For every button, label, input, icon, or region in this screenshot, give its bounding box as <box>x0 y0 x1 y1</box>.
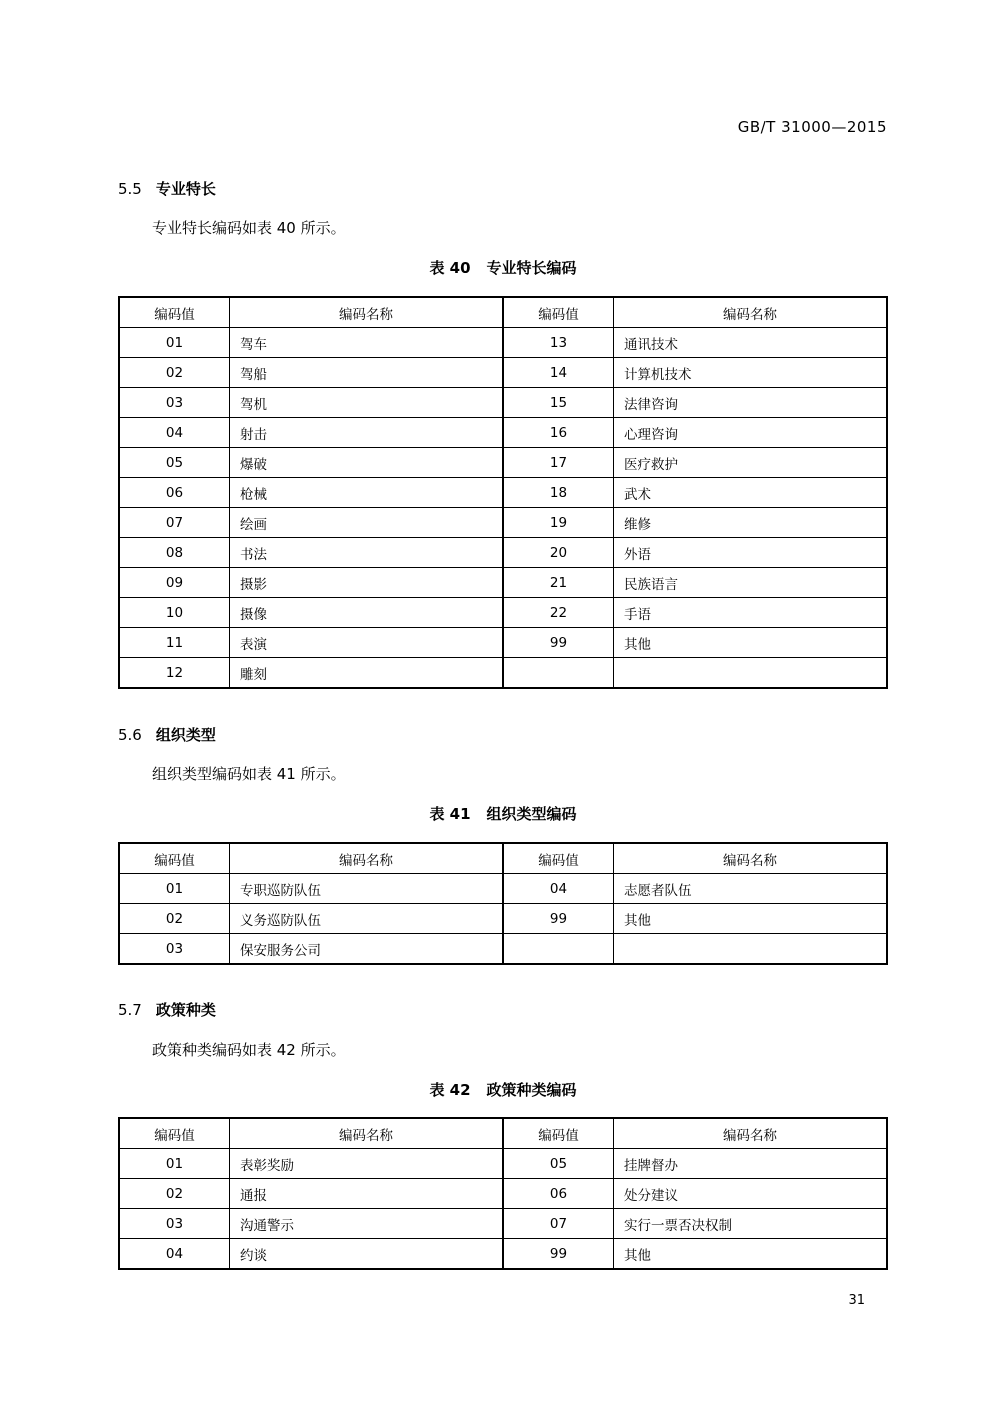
cell-code-value: 99 <box>503 904 614 934</box>
cell-code-value: 13 <box>503 328 614 358</box>
cell-code-value: 21 <box>503 568 614 598</box>
cell-code-name: 沟通警示 <box>230 1209 503 1239</box>
table-row <box>119 1209 887 1239</box>
table-row <box>119 628 887 658</box>
cell-code-value: 03 <box>119 934 230 965</box>
cell-code-value: 07 <box>119 508 230 538</box>
cell-code-value: 03 <box>119 1209 230 1239</box>
table-caption <box>118 257 888 278</box>
code-table-42 <box>118 1117 888 1270</box>
cell-code-name: 枪械 <box>230 478 503 508</box>
cell-code-name: 通讯技术 <box>614 328 887 358</box>
header-code-value: 编码值 <box>503 297 614 328</box>
cell-code-value <box>503 658 614 689</box>
cell-code-name: 摄影 <box>230 568 503 598</box>
section-number: 5.5 <box>118 180 142 198</box>
cell-code-value: 99 <box>503 1239 614 1270</box>
page-number: 31 <box>848 1293 865 1308</box>
cell-code-name: 实行一票否决权制 <box>614 1209 887 1239</box>
header-code-value: 编码值 <box>119 843 230 874</box>
cell-code-name: 处分建议 <box>614 1179 887 1209</box>
section-title: 专业特长 <box>155 180 216 198</box>
cell-code-value: 17 <box>503 448 614 478</box>
cell-code-value: 18 <box>503 478 614 508</box>
cell-code-value: 01 <box>119 874 230 904</box>
table-row <box>119 568 887 598</box>
cell-code-name: 挂牌督办 <box>614 1149 887 1179</box>
cell-code-value: 02 <box>119 1179 230 1209</box>
cell-code-value: 16 <box>503 418 614 448</box>
cell-code-value: 06 <box>503 1179 614 1209</box>
cell-code-value: 02 <box>119 904 230 934</box>
cell-code-name: 保安服务公司 <box>230 934 503 965</box>
cell-code-value: 14 <box>503 358 614 388</box>
cell-code-name: 义务巡防队伍 <box>230 904 503 934</box>
cell-code-value: 99 <box>503 628 614 658</box>
cell-code-value: 19 <box>503 508 614 538</box>
cell-code-value: 01 <box>119 1149 230 1179</box>
table-row <box>119 508 887 538</box>
table-caption <box>118 803 888 824</box>
cell-code-name: 心理咨询 <box>614 418 887 448</box>
cell-code-value: 02 <box>119 358 230 388</box>
cell-code-name: 爆破 <box>230 448 503 478</box>
cell-code-value: 09 <box>119 568 230 598</box>
cell-code-value: 06 <box>119 478 230 508</box>
cell-code-value <box>503 934 614 965</box>
cell-code-value: 04 <box>119 1239 230 1270</box>
cell-code-name: 射击 <box>230 418 503 448</box>
table-row <box>119 1239 887 1270</box>
table-number: 表 41 <box>429 805 471 823</box>
section-intro: 组织类型编码如表 41 所示。 <box>152 765 346 783</box>
cell-code-value: 04 <box>119 418 230 448</box>
table-header-row <box>119 1118 887 1149</box>
cell-code-name: 通报 <box>230 1179 503 1209</box>
code-table-40 <box>118 296 888 689</box>
cell-code-value: 03 <box>119 388 230 418</box>
cell-code-name: 其他 <box>614 628 887 658</box>
cell-code-name: 雕刻 <box>230 658 503 689</box>
cell-code-value: 05 <box>119 448 230 478</box>
table-header-row <box>119 297 887 328</box>
table-row <box>119 388 887 418</box>
cell-code-name: 民族语言 <box>614 568 887 598</box>
table-row <box>119 418 887 448</box>
table-row <box>119 478 887 508</box>
cell-code-value: 08 <box>119 538 230 568</box>
section-title: 政策种类 <box>155 1001 216 1019</box>
table-title: 专业特长编码 <box>486 259 577 277</box>
cell-code-name: 驾机 <box>230 388 503 418</box>
cell-code-value: 12 <box>119 658 230 689</box>
cell-code-name: 专职巡防队伍 <box>230 874 503 904</box>
section-intro: 政策种类编码如表 42 所示。 <box>152 1041 346 1059</box>
table-row <box>119 658 887 689</box>
cell-code-name: 其他 <box>614 1239 887 1270</box>
header-code-value: 编码值 <box>119 297 230 328</box>
section-heading-5-7 <box>118 999 216 1020</box>
table-row <box>119 538 887 568</box>
cell-code-name: 医疗救护 <box>614 448 887 478</box>
table-header-row <box>119 843 887 874</box>
table-row <box>119 874 887 904</box>
cell-code-name: 外语 <box>614 538 887 568</box>
cell-code-name: 武术 <box>614 478 887 508</box>
header-code-name: 编码名称 <box>230 843 503 874</box>
table-title: 政策种类编码 <box>486 1081 577 1099</box>
cell-code-value: 22 <box>503 598 614 628</box>
header-code-value: 编码值 <box>503 843 614 874</box>
cell-code-name: 书法 <box>230 538 503 568</box>
table-row <box>119 598 887 628</box>
header-code-name: 编码名称 <box>230 297 503 328</box>
cell-code-name: 绘画 <box>230 508 503 538</box>
table-number: 表 40 <box>429 259 471 277</box>
cell-code-name: 手语 <box>614 598 887 628</box>
cell-code-name: 其他 <box>614 904 887 934</box>
cell-code-value: 11 <box>119 628 230 658</box>
header-code-name: 编码名称 <box>614 843 887 874</box>
table-row <box>119 934 887 965</box>
section-intro: 专业特长编码如表 40 所示。 <box>152 219 346 237</box>
code-table-41 <box>118 842 888 965</box>
section-heading-5-6 <box>118 724 216 745</box>
cell-code-name: 摄像 <box>230 598 503 628</box>
cell-code-name: 约谈 <box>230 1239 503 1270</box>
header-code-name: 编码名称 <box>614 1118 887 1149</box>
cell-code-name: 驾车 <box>230 328 503 358</box>
cell-code-value: 10 <box>119 598 230 628</box>
cell-code-value: 15 <box>503 388 614 418</box>
cell-code-name: 计算机技术 <box>614 358 887 388</box>
table-number: 表 42 <box>429 1081 471 1099</box>
table-row <box>119 904 887 934</box>
table-row <box>119 328 887 358</box>
header-code-value: 编码值 <box>119 1118 230 1149</box>
cell-code-name: 驾船 <box>230 358 503 388</box>
cell-code-name: 表彰奖励 <box>230 1149 503 1179</box>
cell-code-value: 20 <box>503 538 614 568</box>
section-heading-5-5 <box>118 178 216 199</box>
table-row <box>119 448 887 478</box>
cell-code-value: 07 <box>503 1209 614 1239</box>
table-row <box>119 1179 887 1209</box>
table-caption <box>118 1079 888 1100</box>
table-title: 组织类型编码 <box>486 805 577 823</box>
header-code-value: 编码值 <box>503 1118 614 1149</box>
cell-code-name <box>614 658 887 689</box>
cell-code-name: 法律咨询 <box>614 388 887 418</box>
section-title: 组织类型 <box>155 726 216 744</box>
header-code-name: 编码名称 <box>614 297 887 328</box>
cell-code-name: 维修 <box>614 508 887 538</box>
table-row <box>119 1149 887 1179</box>
cell-code-value: 01 <box>119 328 230 358</box>
cell-code-name <box>614 934 887 965</box>
table-row <box>119 358 887 388</box>
cell-code-name: 表演 <box>230 628 503 658</box>
cell-code-value: 05 <box>503 1149 614 1179</box>
section-number: 5.6 <box>118 726 142 744</box>
standard-number: GB/T 31000—2015 <box>737 118 887 136</box>
cell-code-value: 04 <box>503 874 614 904</box>
cell-code-name: 志愿者队伍 <box>614 874 887 904</box>
header-code-name: 编码名称 <box>230 1118 503 1149</box>
section-number: 5.7 <box>118 1001 142 1019</box>
